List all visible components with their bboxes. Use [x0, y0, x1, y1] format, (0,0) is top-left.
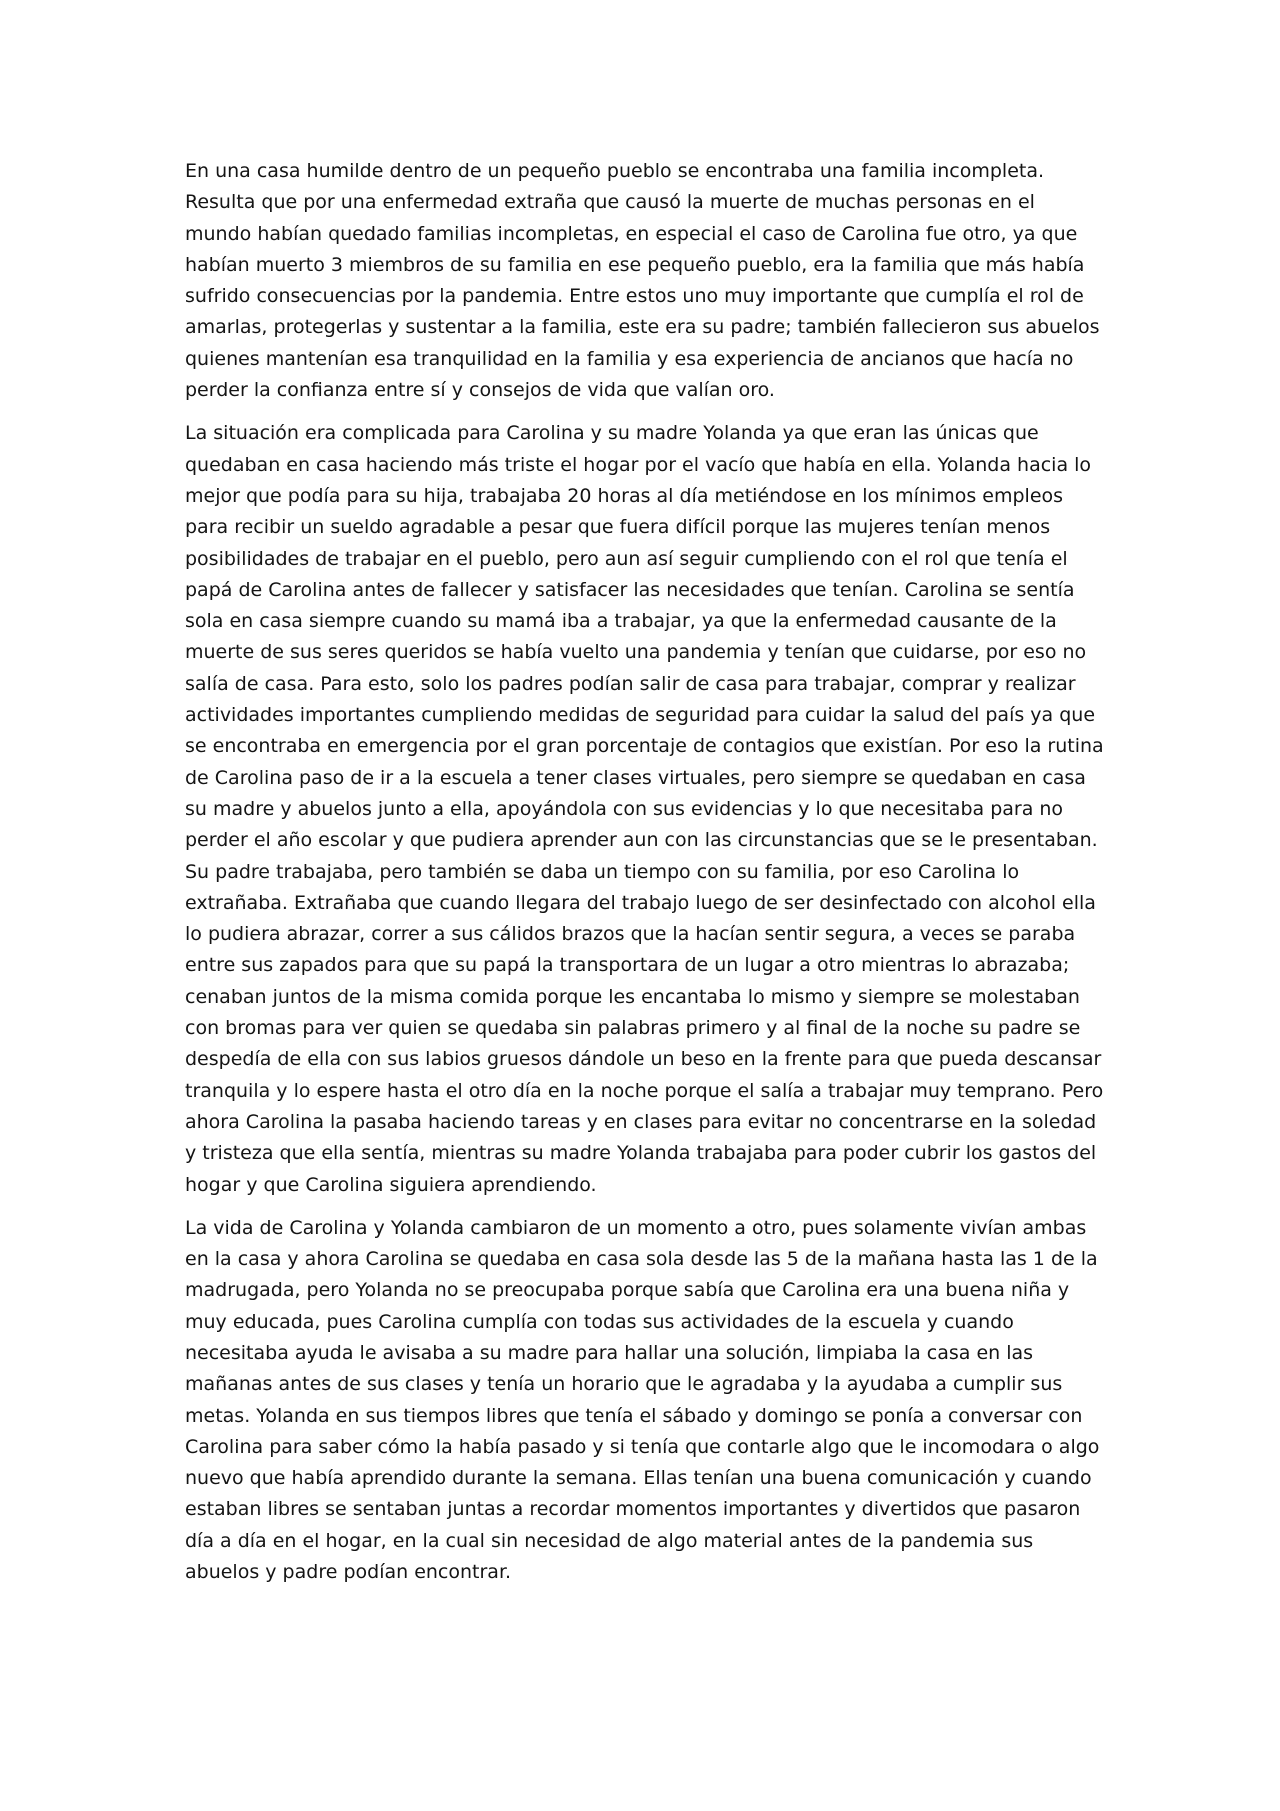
paragraph-1: En una casa humilde dentro de un pequeño pueblo se encontraba una familia incompleta. Resulta que por una enfermedad extraña que causó la muerte de muchas personas en el mundo habían quedado familias incompletas, en especial el caso de Carolina fue otro, ya que habían muerto 3 miembros de su familia en ese pequeño pueblo, era la familia que más había sufrido consecuencias por la pandemia. Entre estos uno muy importante que cumplía el rol de amarlas, protegerlas y sustentar a la familia, este era su padre; también fallecieron sus abuelos quienes mantenían esa tranquilidad en la familia y esa experiencia de ancianos que hacía no perder la confianza entre sí y consejos de vida que valían oro.	[185, 160, 1100, 402]
document-body	[185, 156, 1105, 1600]
paragraph-2: La situación era complicada para Carolina y su madre Yolanda ya que eran las únicas que quedaban en casa haciendo más triste el hogar por el vacío que había en ella. Yolanda hacia lo mejor que podía para su hija, trabajaba 20 horas al día metiéndose en los mínimos empleos para recibir un sueldo agradable a pesar que fuera difícil porque las mujeres tenían menos posibilidades de trabajar en el pueblo, pero aun así seguir cumpliendo con el rol que tenía el papá de Carolina antes de fallecer y satisfacer las necesidades que tenían. Carolina se sentía sola en casa siempre cuando su mamá iba a trabajar, ya que la enfermedad causante de la muerte de sus seres queridos se había vuelto una pandemia y tenían que cuidarse, por eso no salía de casa. Para esto, solo los padres podían salir de casa para trabajar, comprar y realizar actividades importantes cumpliendo medidas de seguridad para cuidar la salud del país ya que se encontraba en emergencia por el gran porcentaje de contagios que existían. Por eso la rutina de Carolina paso de ir a la escuela a tener clases virtuales, pero siempre se quedaban en casa su madre y abuelos junto a ella, apoyándola con sus evidencias y lo que necesitaba para no perder el año escolar y que pudiera aprender aun con las circunstancias que se le presentaban. Su padre trabajaba, pero también se daba un tiempo con su familia, por eso Carolina lo extrañaba. Extrañaba que cuando llegara del trabajo luego de ser desinfectado con alcohol ella lo pudiera abrazar, correr a sus cálidos brazos que la hacían sentir segura, a veces se paraba entre sus zapados para que su papá la transportara de un lugar a otro mientras lo abrazaba; cenaban juntos de la misma comida porque les encantaba lo mismo y siempre se molestaban con bromas para ver quien se quedaba sin palabras primero y al final de la noche su padre se despedía de ella con sus labios gruesos dándole un beso en la frente para que pueda descansar tranquila y lo espere hasta el otro día en la noche porque el salía a trabajar muy temprano. Pero ahora Carolina la pasaba haciendo tareas y en clases para evitar no concentrarse en la soledad y tristeza que ella sentía, mientras su madre Yolanda trabajaba para poder cubrir los gastos del hogar y que Carolina siguiera aprendiendo.	[185, 422, 1104, 1196]
paragraph-3: La vida de Carolina y Yolanda cambiaron de un momento a otro, pues solamente vivían ambas en la casa y ahora Carolina se quedaba en casa sola desde las 5 de la mañana hasta las 1 de la madrugada, pero Yolanda no se preocupaba porque sabía que Carolina era una buena niña y muy educada, pues Carolina cumplía con todas sus actividades de la escuela y cuando necesitaba ayuda le avisaba a su madre para hallar una solución, limpiaba la casa en las mañanas antes de sus clases y tenía un horario que le agradaba y la ayudaba a cumplir sus metas. Yolanda en sus tiempos libres que tenía el sábado y domingo se ponía a conversar con Carolina para saber cómo la había pasado y si tenía que contarle algo que le incomodara o algo nuevo que había aprendido durante la semana. Ellas tenían una buena comunicación y cuando estaban libres se sentaban juntas a recordar momentos importantes y divertidos que pasaron día a día en el hogar, en la cual sin necesidad de algo material antes de la pandemia sus abuelos y padre podían encontrar.	[185, 1216, 1100, 1584]
